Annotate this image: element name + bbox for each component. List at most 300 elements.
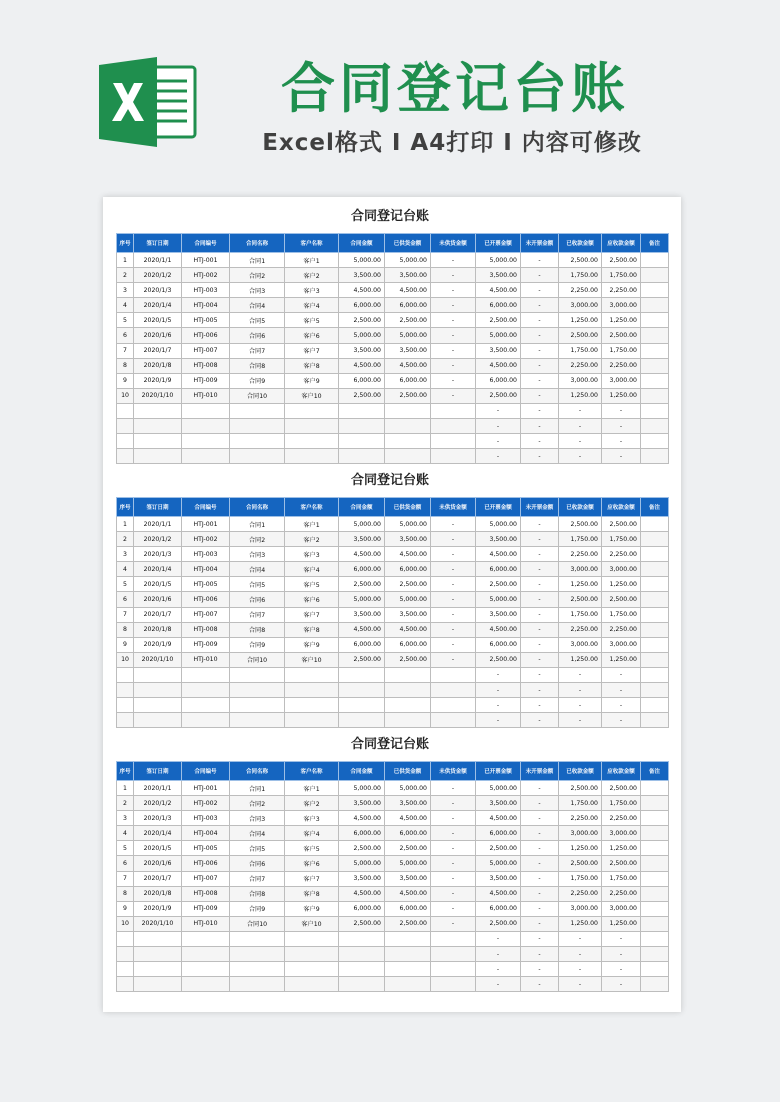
table-cell[interactable]: 4,500.00 [339,358,385,373]
table-cell[interactable] [641,826,669,841]
table-cell[interactable]: HTJ-001 [182,253,230,268]
table-cell[interactable]: 1,750.00 [602,871,641,886]
table-cell[interactable]: HTJ-006 [182,856,230,871]
table-cell[interactable]: 4,500.00 [476,283,521,298]
table-cell[interactable]: 5,000.00 [476,856,521,871]
table-cell[interactable]: 5,000.00 [339,253,385,268]
table-cell[interactable] [641,517,669,532]
table-cell[interactable]: 7 [117,871,134,886]
table-cell[interactable]: - [521,328,559,343]
table-cell[interactable]: 客户6 [285,328,339,343]
table-cell[interactable] [641,253,669,268]
table-cell[interactable]: - [431,283,476,298]
table-cell[interactable]: 4,500.00 [339,283,385,298]
table-cell[interactable] [182,947,230,962]
table-cell[interactable]: 客户8 [285,886,339,901]
table-cell[interactable]: HTJ-005 [182,577,230,592]
table-cell[interactable] [285,403,339,418]
table-cell[interactable]: 6,000.00 [339,373,385,388]
table-cell[interactable] [182,434,230,449]
table-cell[interactable] [641,667,669,682]
table-cell[interactable]: 客户7 [285,607,339,622]
table-cell[interactable] [182,962,230,977]
table-cell[interactable]: - [521,916,559,931]
table-cell[interactable] [285,962,339,977]
table-cell[interactable] [385,683,431,698]
table-cell[interactable]: 3,000.00 [602,562,641,577]
table-cell[interactable]: - [559,931,602,946]
table-cell[interactable]: - [559,947,602,962]
table-cell[interactable]: - [602,947,641,962]
table-cell[interactable]: 5,000.00 [385,517,431,532]
table-cell[interactable]: 客户5 [285,577,339,592]
table-cell[interactable]: 客户10 [285,916,339,931]
table-cell[interactable] [641,607,669,622]
table-cell[interactable]: 3 [117,547,134,562]
table-cell[interactable] [134,931,182,946]
table-cell[interactable] [230,947,285,962]
table-cell[interactable] [385,713,431,728]
table-cell[interactable]: 4,500.00 [476,811,521,826]
table-cell[interactable]: - [521,962,559,977]
table-cell[interactable]: 2020/1/8 [134,886,182,901]
table-cell[interactable]: 2,250.00 [559,358,602,373]
table-cell[interactable]: 5,000.00 [339,517,385,532]
table-cell[interactable]: 3,000.00 [602,373,641,388]
table-cell[interactable]: - [476,977,521,992]
table-cell[interactable]: - [521,698,559,713]
table-cell[interactable] [230,434,285,449]
table-cell[interactable]: - [559,403,602,418]
table-cell[interactable]: 10 [117,916,134,931]
table-cell[interactable]: - [476,449,521,464]
table-cell[interactable]: - [431,652,476,667]
table-cell[interactable]: 3 [117,283,134,298]
table-cell[interactable]: - [431,358,476,373]
table-cell[interactable] [230,962,285,977]
table-cell[interactable]: HTJ-008 [182,622,230,637]
table-cell[interactable]: 2020/1/5 [134,841,182,856]
table-cell[interactable]: 3,500.00 [339,796,385,811]
table-cell[interactable]: 2,250.00 [559,283,602,298]
table-cell[interactable]: - [476,931,521,946]
table-cell[interactable]: - [431,781,476,796]
table-cell[interactable]: 1,750.00 [559,532,602,547]
table-cell[interactable]: 2020/1/7 [134,607,182,622]
table-cell[interactable] [431,977,476,992]
table-cell[interactable] [641,298,669,313]
table-cell[interactable]: HTJ-007 [182,343,230,358]
table-cell[interactable]: 合同10 [230,916,285,931]
table-cell[interactable]: 3,000.00 [559,637,602,652]
table-cell[interactable]: 2020/1/1 [134,517,182,532]
table-cell[interactable]: 1,250.00 [602,577,641,592]
table-cell[interactable]: 3,000.00 [602,826,641,841]
table-cell[interactable] [385,947,431,962]
table-cell[interactable]: 客户8 [285,358,339,373]
table-cell[interactable]: 3,000.00 [559,901,602,916]
table-cell[interactable] [641,947,669,962]
table-cell[interactable]: 2,500.00 [339,577,385,592]
table-cell[interactable] [230,449,285,464]
table-cell[interactable]: 4,500.00 [476,358,521,373]
table-cell[interactable]: 合同8 [230,886,285,901]
table-cell[interactable]: - [521,607,559,622]
table-cell[interactable]: 1,250.00 [602,652,641,667]
table-cell[interactable]: - [431,796,476,811]
table-cell[interactable] [641,871,669,886]
table-cell[interactable] [285,931,339,946]
table-cell[interactable]: 2020/1/7 [134,343,182,358]
table-cell[interactable]: 5,000.00 [339,781,385,796]
table-cell[interactable] [134,683,182,698]
table-cell[interactable]: 4 [117,826,134,841]
table-cell[interactable] [339,683,385,698]
table-cell[interactable] [641,622,669,637]
table-cell[interactable]: 4,500.00 [476,547,521,562]
table-cell[interactable] [339,698,385,713]
table-cell[interactable]: HTJ-006 [182,592,230,607]
table-cell[interactable] [285,449,339,464]
table-cell[interactable]: 4 [117,298,134,313]
table-cell[interactable]: 3,500.00 [385,607,431,622]
table-cell[interactable]: 合同2 [230,268,285,283]
table-cell[interactable]: 2,500.00 [476,841,521,856]
table-cell[interactable] [641,901,669,916]
table-cell[interactable] [641,313,669,328]
table-cell[interactable]: 5 [117,841,134,856]
table-cell[interactable]: 2,250.00 [602,547,641,562]
table-cell[interactable] [339,931,385,946]
table-cell[interactable]: 合同2 [230,532,285,547]
table-cell[interactable]: 2 [117,796,134,811]
table-cell[interactable]: 3,500.00 [385,343,431,358]
table-cell[interactable]: HTJ-001 [182,517,230,532]
table-cell[interactable]: 1,250.00 [602,841,641,856]
table-cell[interactable]: HTJ-005 [182,841,230,856]
table-cell[interactable]: 2,500.00 [385,916,431,931]
table-cell[interactable]: - [521,901,559,916]
table-cell[interactable]: 6 [117,328,134,343]
table-cell[interactable] [385,962,431,977]
table-cell[interactable]: - [521,811,559,826]
table-cell[interactable] [285,977,339,992]
table-cell[interactable]: 2,250.00 [602,886,641,901]
table-cell[interactable]: - [521,419,559,434]
table-cell[interactable]: 客户6 [285,856,339,871]
table-cell[interactable]: 合同1 [230,517,285,532]
table-cell[interactable]: 3,500.00 [339,343,385,358]
table-cell[interactable]: - [521,517,559,532]
table-cell[interactable]: 2,500.00 [339,388,385,403]
table-cell[interactable] [117,698,134,713]
table-cell[interactable]: 2020/1/4 [134,826,182,841]
table-cell[interactable]: HTJ-010 [182,388,230,403]
table-cell[interactable]: 2,500.00 [602,328,641,343]
table-cell[interactable]: 5,000.00 [385,856,431,871]
table-cell[interactable]: - [431,871,476,886]
table-cell[interactable] [182,977,230,992]
table-cell[interactable]: 3,500.00 [339,871,385,886]
table-cell[interactable]: 1,750.00 [602,796,641,811]
table-cell[interactable]: 6,000.00 [476,637,521,652]
table-cell[interactable]: 2,250.00 [559,886,602,901]
table-cell[interactable]: 2020/1/10 [134,652,182,667]
table-cell[interactable]: 5,000.00 [476,781,521,796]
table-cell[interactable]: 2,250.00 [559,811,602,826]
table-cell[interactable]: 客户5 [285,841,339,856]
table-cell[interactable]: 合同10 [230,652,285,667]
table-cell[interactable]: 3,500.00 [339,532,385,547]
table-cell[interactable] [641,358,669,373]
table-cell[interactable] [641,449,669,464]
table-cell[interactable]: - [431,841,476,856]
table-cell[interactable]: 2,500.00 [602,856,641,871]
table-cell[interactable] [385,977,431,992]
table-cell[interactable]: - [431,901,476,916]
table-cell[interactable] [339,977,385,992]
table-cell[interactable]: - [521,871,559,886]
table-cell[interactable]: 6,000.00 [476,562,521,577]
table-cell[interactable] [641,434,669,449]
table-cell[interactable]: - [431,811,476,826]
table-cell[interactable]: - [476,698,521,713]
table-cell[interactable]: 客户4 [285,298,339,313]
table-cell[interactable] [431,698,476,713]
table-cell[interactable]: - [431,826,476,841]
table-cell[interactable]: - [559,713,602,728]
table-cell[interactable]: 客户9 [285,901,339,916]
table-cell[interactable]: - [476,434,521,449]
table-cell[interactable]: 客户1 [285,253,339,268]
table-cell[interactable] [641,547,669,562]
table-cell[interactable]: 5,000.00 [385,592,431,607]
table-cell[interactable] [117,962,134,977]
table-cell[interactable] [182,698,230,713]
table-cell[interactable]: 4,500.00 [385,622,431,637]
table-cell[interactable]: 1,250.00 [559,916,602,931]
table-cell[interactable] [339,403,385,418]
table-cell[interactable]: 2,500.00 [385,388,431,403]
table-cell[interactable] [385,419,431,434]
table-cell[interactable]: 2020/1/3 [134,811,182,826]
table-cell[interactable]: - [431,268,476,283]
table-cell[interactable]: - [602,434,641,449]
table-cell[interactable]: - [602,403,641,418]
table-cell[interactable] [641,698,669,713]
table-cell[interactable]: 2,500.00 [559,781,602,796]
table-cell[interactable] [431,434,476,449]
table-cell[interactable]: 5,000.00 [476,253,521,268]
table-cell[interactable] [134,713,182,728]
table-cell[interactable]: 5,000.00 [339,592,385,607]
table-cell[interactable] [641,931,669,946]
table-cell[interactable] [339,449,385,464]
table-cell[interactable]: 2020/1/8 [134,358,182,373]
table-cell[interactable]: 3,500.00 [385,268,431,283]
table-cell[interactable]: 6,000.00 [385,562,431,577]
table-cell[interactable]: 6,000.00 [339,298,385,313]
table-cell[interactable] [641,796,669,811]
table-cell[interactable] [431,683,476,698]
table-cell[interactable]: 客户6 [285,592,339,607]
table-cell[interactable]: 1,750.00 [559,796,602,811]
table-cell[interactable]: 4,500.00 [339,811,385,826]
table-cell[interactable]: 1,750.00 [602,268,641,283]
table-cell[interactable]: - [521,947,559,962]
table-cell[interactable]: - [602,962,641,977]
table-cell[interactable] [641,977,669,992]
table-cell[interactable] [641,916,669,931]
table-cell[interactable]: 3,500.00 [476,532,521,547]
table-cell[interactable] [431,449,476,464]
table-cell[interactable]: - [559,977,602,992]
table-cell[interactable] [117,419,134,434]
table-cell[interactable] [641,532,669,547]
table-cell[interactable]: 6 [117,592,134,607]
table-cell[interactable]: 2020/1/2 [134,532,182,547]
table-cell[interactable]: 2020/1/8 [134,622,182,637]
table-cell[interactable]: 2,500.00 [602,253,641,268]
table-cell[interactable]: 2,250.00 [602,358,641,373]
table-cell[interactable]: HTJ-007 [182,607,230,622]
table-cell[interactable]: - [431,856,476,871]
table-cell[interactable]: 3,500.00 [476,871,521,886]
table-cell[interactable] [134,403,182,418]
table-cell[interactable]: 合同4 [230,298,285,313]
table-cell[interactable]: 合同3 [230,811,285,826]
table-cell[interactable]: 2020/1/2 [134,796,182,811]
table-cell[interactable]: 4,500.00 [476,622,521,637]
table-cell[interactable]: 3,000.00 [602,901,641,916]
table-cell[interactable]: 4,500.00 [385,358,431,373]
table-cell[interactable]: - [476,419,521,434]
table-cell[interactable]: 合同7 [230,343,285,358]
table-cell[interactable] [285,683,339,698]
table-cell[interactable] [431,931,476,946]
table-cell[interactable]: 2020/1/3 [134,283,182,298]
table-cell[interactable]: 合同5 [230,577,285,592]
table-cell[interactable]: 3,000.00 [559,826,602,841]
table-cell[interactable]: 客户3 [285,811,339,826]
table-cell[interactable] [641,328,669,343]
table-cell[interactable] [230,667,285,682]
table-cell[interactable]: - [521,532,559,547]
table-cell[interactable] [134,698,182,713]
table-cell[interactable]: - [521,781,559,796]
table-cell[interactable]: 2020/1/10 [134,916,182,931]
table-cell[interactable]: 2,500.00 [385,652,431,667]
table-cell[interactable]: 2,500.00 [339,841,385,856]
table-cell[interactable]: 2,500.00 [602,517,641,532]
table-cell[interactable]: 5,000.00 [385,253,431,268]
table-cell[interactable]: 2,500.00 [476,577,521,592]
table-cell[interactable]: - [559,419,602,434]
table-cell[interactable]: 6,000.00 [339,637,385,652]
table-cell[interactable] [134,977,182,992]
table-cell[interactable]: 2020/1/6 [134,328,182,343]
table-cell[interactable]: 2,500.00 [476,313,521,328]
table-cell[interactable]: 5,000.00 [339,328,385,343]
table-cell[interactable] [134,434,182,449]
table-cell[interactable] [641,403,669,418]
table-cell[interactable]: - [521,388,559,403]
table-cell[interactable]: 2,500.00 [559,592,602,607]
table-cell[interactable]: 3,000.00 [559,562,602,577]
table-cell[interactable]: - [559,698,602,713]
table-cell[interactable]: - [431,253,476,268]
table-cell[interactable] [641,886,669,901]
table-cell[interactable]: - [431,916,476,931]
table-cell[interactable]: - [521,373,559,388]
table-cell[interactable]: 合同7 [230,871,285,886]
table-cell[interactable]: 2,250.00 [602,811,641,826]
table-cell[interactable] [182,667,230,682]
table-cell[interactable]: 2020/1/1 [134,781,182,796]
table-cell[interactable]: - [521,856,559,871]
table-cell[interactable] [431,403,476,418]
table-cell[interactable] [431,667,476,682]
table-cell[interactable]: HTJ-004 [182,826,230,841]
table-cell[interactable]: 5,000.00 [476,517,521,532]
table-cell[interactable]: 3,500.00 [339,607,385,622]
table-cell[interactable] [285,667,339,682]
table-cell[interactable]: 2,500.00 [476,652,521,667]
table-cell[interactable] [182,403,230,418]
table-cell[interactable] [641,283,669,298]
table-cell[interactable]: 2,250.00 [559,547,602,562]
table-cell[interactable]: 6,000.00 [385,637,431,652]
table-cell[interactable]: 2,500.00 [602,781,641,796]
table-cell[interactable]: HTJ-002 [182,532,230,547]
table-cell[interactable] [230,419,285,434]
table-cell[interactable]: - [602,713,641,728]
table-cell[interactable] [385,403,431,418]
table-cell[interactable]: HTJ-006 [182,328,230,343]
table-cell[interactable]: 客户3 [285,283,339,298]
table-cell[interactable]: 9 [117,901,134,916]
table-cell[interactable]: 2020/1/9 [134,901,182,916]
table-cell[interactable]: 5 [117,577,134,592]
table-cell[interactable]: - [521,931,559,946]
table-cell[interactable]: HTJ-003 [182,283,230,298]
table-cell[interactable]: 2,500.00 [385,577,431,592]
table-cell[interactable]: 4,500.00 [385,886,431,901]
table-cell[interactable]: 2020/1/7 [134,871,182,886]
table-cell[interactable]: - [521,826,559,841]
table-cell[interactable]: HTJ-009 [182,373,230,388]
table-cell[interactable]: 3,500.00 [476,796,521,811]
table-cell[interactable]: - [431,547,476,562]
table-cell[interactable]: 8 [117,622,134,637]
table-cell[interactable]: - [476,947,521,962]
table-cell[interactable]: - [431,562,476,577]
table-cell[interactable]: 2,500.00 [559,517,602,532]
table-cell[interactable] [641,268,669,283]
table-cell[interactable]: 2,250.00 [559,622,602,637]
table-cell[interactable] [641,637,669,652]
table-cell[interactable]: 3,500.00 [385,871,431,886]
table-cell[interactable]: 4,500.00 [339,547,385,562]
table-cell[interactable] [134,947,182,962]
table-cell[interactable]: 客户3 [285,547,339,562]
table-cell[interactable]: 4,500.00 [339,622,385,637]
table-cell[interactable] [285,419,339,434]
table-cell[interactable]: - [476,403,521,418]
table-cell[interactable] [641,841,669,856]
table-cell[interactable]: - [476,713,521,728]
table-cell[interactable]: 6,000.00 [339,901,385,916]
